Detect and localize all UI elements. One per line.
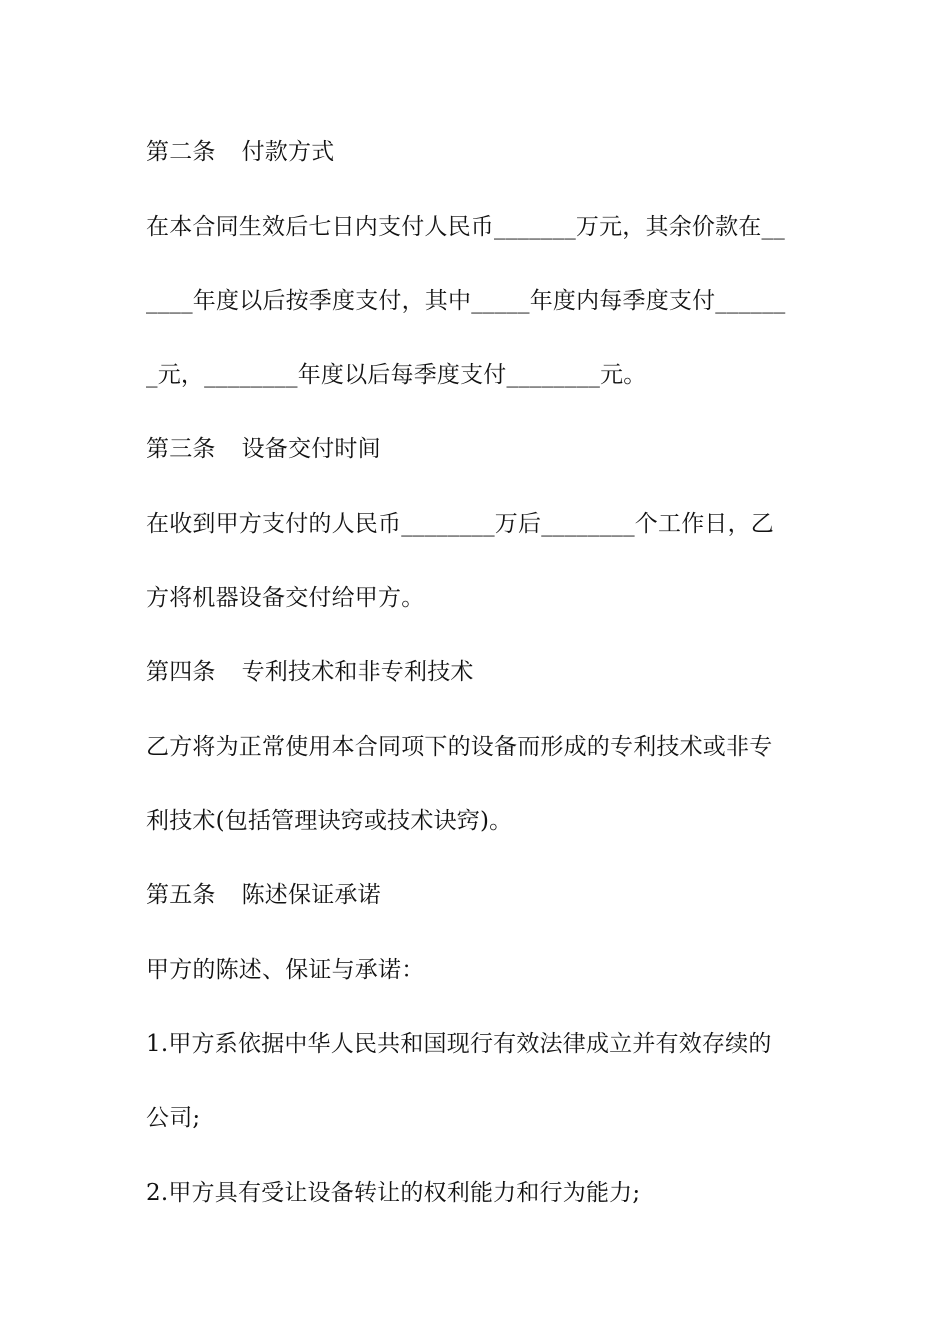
article-4-line-2: 利技术(包括管理诀窍或技术诀窍)。 [146,808,513,834]
article-2-line-3: _元，________年度以后每季度支付________元。 [146,362,647,388]
article-3-title: 设备交付时间 [241,436,381,462]
article-2-heading [146,137,826,167]
article-3-line-1: 在收到甲方支付的人民币________万后________个工作日，乙 [146,511,774,537]
article-5-line-4: 2.甲方具有受让设备转让的权利能力和行为能力; [146,1180,641,1206]
article-2-line-2: ____年度以后按季度支付，其中_____年度内每季度支付______ [146,288,786,314]
article-5-number: 第五条 [146,882,216,908]
article-5-line-3: 公司; [146,1105,201,1131]
article-2-number: 第二条 [146,139,216,165]
article-3-number: 第三条 [146,436,216,462]
article-4-title: 专利技术和非专利技术 [241,659,474,685]
article-3-line-2: 方将机器设备交付给甲方。 [146,585,425,611]
article-4-number: 第四条 [146,659,216,685]
article-5-line-1: 甲方的陈述、保证与承诺： [146,957,425,983]
article-4-line-1: 乙方将为正常使用本合同项下的设备而形成的专利技术或非专 [146,734,773,760]
article-5-heading [146,880,826,910]
article-2-title: 付款方式 [241,139,335,165]
article-4-heading [146,657,826,687]
article-5-line-2: 1.甲方系依据中华人民共和国现行有效法律成立并有效存续的 [146,1031,772,1057]
article-5-title: 陈述保证承诺 [241,882,381,908]
article-3-heading [146,434,826,464]
article-2-line-1: 在本合同生效后七日内支付人民币_______万元，其余价款在__ [146,214,785,240]
